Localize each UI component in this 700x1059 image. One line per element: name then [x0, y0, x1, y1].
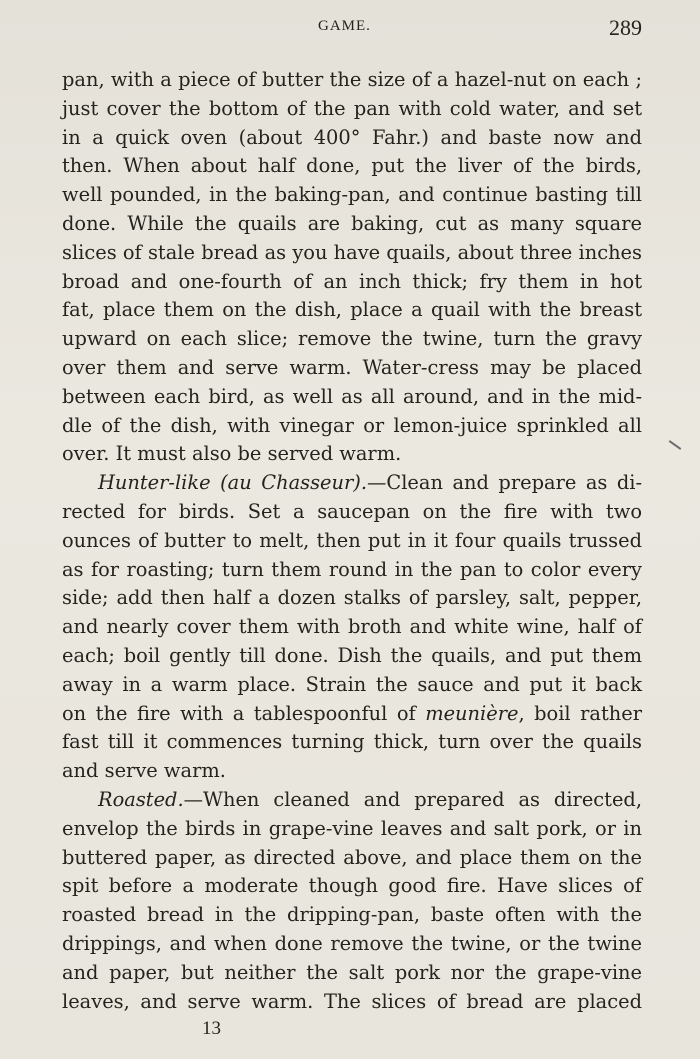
text-line: envelop the birds in grape-vine leaves and salt pork, or in [62, 816, 642, 840]
roasted-first-line [62, 786, 642, 815]
text-line: broad and one-fourth of an inch thick; fry them in hot [62, 269, 642, 293]
text-line: well pounded, in the baking-pan, and continue basting till [62, 183, 642, 207]
margin-mark [669, 440, 682, 450]
text-line: ounces of butter to melt, then put in it four quails trussed [62, 528, 642, 552]
text-line: rected for birds. Set a saucepan on the fire with two [62, 499, 642, 523]
meuniere-after: , boil rather [518, 701, 642, 725]
text-line: fat, place them on the dish, place a quail with the breast [62, 298, 642, 322]
text-line: spit before a moderate though good fire. Have slices of [62, 874, 642, 898]
text-line: over. It must also be served warm. [62, 442, 402, 466]
running-head: GAME. [318, 18, 371, 34]
meuniere-before: on the fire with a tablespoonful of [62, 701, 426, 725]
signature-mark: 13 [202, 1018, 221, 1039]
text-line: just cover the bottom of the pan with cold water, and set [62, 96, 642, 120]
text-line: dle of the dish, with vinegar or lemon-juice sprinkled all [62, 413, 642, 437]
text-line: over them and serve warm. Water-cress may be placed [62, 355, 642, 379]
roasted-first-rest: —When cleaned and prepared as directed, [183, 787, 642, 811]
text-line: away in a warm place. Strain the sauce and put it back [62, 672, 642, 696]
body-text [62, 66, 642, 1016]
text-line: and nearly cover them with broth and white wine, half of [62, 615, 642, 639]
page-number: 289 [609, 15, 642, 40]
text-line: upward on each slice; remove the twine, turn the gravy [62, 327, 642, 351]
meuniere-word: meunière [425, 701, 519, 725]
text-line: and serve warm. [62, 759, 226, 783]
section-heading-hunter: Hunter-like (au Chasseur). [98, 471, 367, 495]
text-line: fast till it commences turning thick, turn over the quails [62, 730, 642, 754]
text-line: between each bird, as well as all around, and in the mid- [62, 384, 642, 408]
text-line: done. While the quails are baking, cut as many square [62, 211, 642, 235]
text-line: and paper, but neither the salt pork nor the grape-vine [62, 960, 642, 984]
text-line: pan, with a piece of butter the size of a hazel-nut on each ; [62, 68, 642, 91]
meuniere-line [62, 700, 642, 729]
text-line: side; add then half a dozen stalks of parsley, salt, pepper, [62, 586, 642, 610]
text-line: drippings, and when done remove the twine, or the twine [62, 931, 642, 955]
hunter-first-rest: —Clean and prepare as di- [367, 471, 643, 495]
text-line: as for roasting; turn them round in the pan to color every [62, 557, 642, 581]
text-line: then. When about half done, put the liver of the birds, [62, 154, 642, 178]
text-line: roasted bread in the dripping-pan, baste often with the [62, 903, 642, 927]
text-line: in a quick oven (about 400° Fahr.) and baste now and [62, 125, 642, 149]
text-line: leaves, and serve warm. The slices of bread are placed [62, 989, 642, 1013]
text-line: buttered paper, as directed above, and place them on the [62, 845, 642, 869]
text-line: each; boil gently till done. Dish the quails, and put them [62, 643, 642, 667]
text-line: slices of stale bread as you have quails, about three inches [62, 240, 642, 264]
hunter-first-line [62, 469, 642, 498]
section-heading-roasted: Roasted. [98, 787, 184, 811]
